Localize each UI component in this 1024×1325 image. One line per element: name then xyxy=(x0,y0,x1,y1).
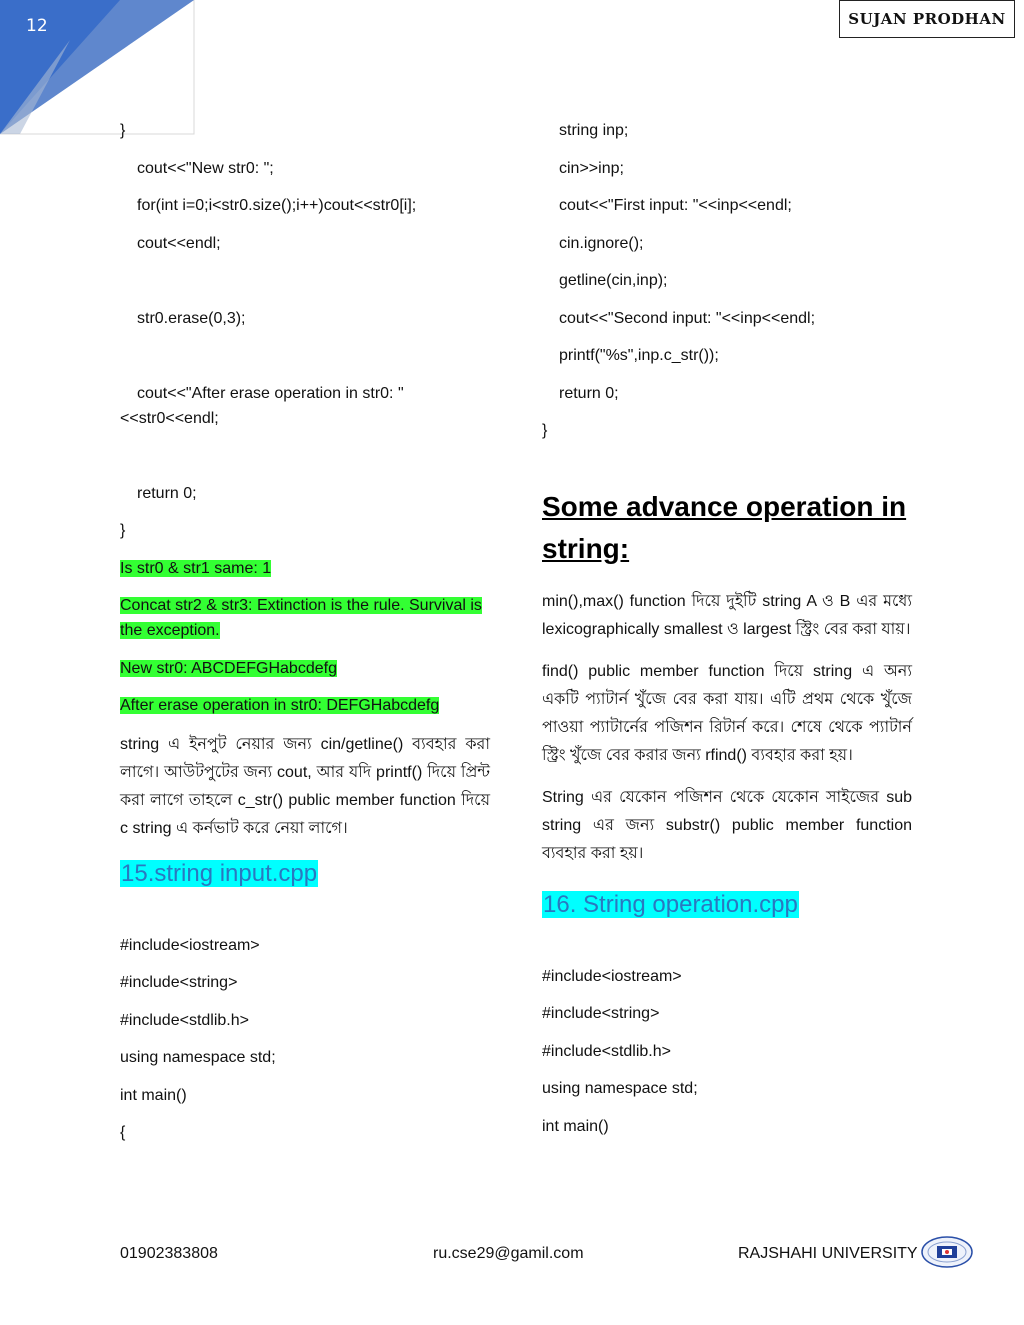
code-line: #include<stdlib.h> xyxy=(542,1042,671,1060)
advance-operation-paragraphs xyxy=(542,588,912,868)
code-line: } xyxy=(120,122,126,139)
program-output-block xyxy=(120,556,490,719)
blank-line xyxy=(120,268,490,293)
blank-line xyxy=(120,343,490,368)
left-includes-block xyxy=(120,933,490,1146)
university-logo-icon xyxy=(920,1234,974,1270)
code-line: #include<iostream> xyxy=(542,967,682,985)
left-code-block xyxy=(120,118,490,543)
code-line: cout<<"After erase operation in str0: "<<str0<<endl; xyxy=(120,384,404,427)
code-line: cout<<endl; xyxy=(137,234,221,252)
code-line: int main() xyxy=(120,1086,187,1104)
body-paragraph: min(),max() function দিয়ে দুইটি string A ও B এর মধ্যে lexicographically smallest ও largest স্ট্রিং বের করা যায়। xyxy=(542,592,912,638)
output-line xyxy=(120,656,490,681)
code-line: cin.ignore(); xyxy=(559,234,644,252)
footer-phone: 01902383808 xyxy=(120,1245,218,1262)
body-paragraph: String এর যেকোন পজিশন থেকে যেকোন সাইজের sub string এর জন্য substr() public member function ব্যবহার করা হয়। xyxy=(542,788,912,862)
right-includes-block xyxy=(542,964,912,1139)
code-line: cout<<"Second input: "<<inp<<endl; xyxy=(559,309,816,327)
file-heading-16 xyxy=(542,888,912,922)
code-line: } xyxy=(120,522,126,539)
input-output-paragraph: string এ ইনপুট নেয়ার জন্য cin/getline() ব্যবহার করা লাগে। আউটপুটের জন্য cout, আর যদি printf() দিয়ে প্রিন্ট করা লাগে তাহলে c_str() public member function দিয়ে c string এ কর্নভাট করে নেয়া লাগে। xyxy=(120,735,490,837)
output-line xyxy=(120,693,490,718)
section-title: Some advance operation in string: xyxy=(542,490,907,564)
footer-university: RAJSHAHI UNIVERSITY xyxy=(738,1245,918,1262)
code-line: } xyxy=(542,422,548,439)
output-line-text: Concat str2 & str3: Extinction is the rule. Survival is the exception. xyxy=(120,597,482,639)
code-line: return 0; xyxy=(137,484,197,502)
code-line: string inp; xyxy=(559,122,629,139)
code-line: #include<stdlib.h> xyxy=(120,1011,249,1029)
code-line: cin>>inp; xyxy=(559,159,624,177)
code-line: int main() xyxy=(542,1117,609,1135)
footer-email: ru.cse29@gamil.com xyxy=(433,1245,584,1262)
code-line: str0.erase(0,3); xyxy=(137,309,246,327)
file-heading-16-text: 16. String operation.cpp xyxy=(543,890,798,918)
code-line: getline(cin,inp); xyxy=(559,272,668,289)
code-line: cout<<"New str0: "; xyxy=(137,159,274,177)
code-line: { xyxy=(120,1124,126,1141)
output-line xyxy=(120,556,490,581)
right-code-block xyxy=(542,118,912,443)
code-line: using namespace std; xyxy=(120,1049,276,1066)
code-line: printf("%s",inp.c_str()); xyxy=(559,347,719,364)
output-line xyxy=(120,593,490,643)
file-heading-15-text: 15.string input.cpp xyxy=(121,859,318,887)
code-line: for(int i=0;i<str0.size();i++)cout<<str0[i]; xyxy=(137,197,417,214)
code-line: #include<iostream> xyxy=(120,936,260,954)
page-number: 12 xyxy=(26,16,48,36)
right-column xyxy=(542,118,912,1151)
output-line-text: New str0: ABCDEFGHabcdefg xyxy=(120,659,337,677)
code-line: #include<string> xyxy=(120,974,238,991)
code-line: cout<<"First input: "<<inp<<endl; xyxy=(559,197,792,214)
file-heading-15 xyxy=(120,857,490,891)
output-line-text: Is str0 & str1 same: 1 xyxy=(120,559,272,577)
left-column xyxy=(120,118,490,1158)
code-line: return 0; xyxy=(559,384,619,402)
code-line: #include<string> xyxy=(542,1005,660,1022)
code-line: using namespace std; xyxy=(542,1080,698,1097)
output-line-text: After erase operation in str0: DEFGHabcdefg xyxy=(120,697,440,714)
blank-line xyxy=(120,443,490,468)
author-name-box: SUJAN PRODHAN xyxy=(839,0,1015,38)
body-paragraph: find() public member function দিয়ে string এ অন্য একটি প্যাটার্ন খুঁজে বের করা যায়। এটি প্রথম থেকে খুঁজে পাওয়া প্যাটার্নের পজিশন রিটার্ন করে। শেষে থেকে প্যাটার্ন স্ট্রিং খুঁজে বের করার জন্য rfind() ব্যবহার করা হয়। xyxy=(542,662,912,764)
